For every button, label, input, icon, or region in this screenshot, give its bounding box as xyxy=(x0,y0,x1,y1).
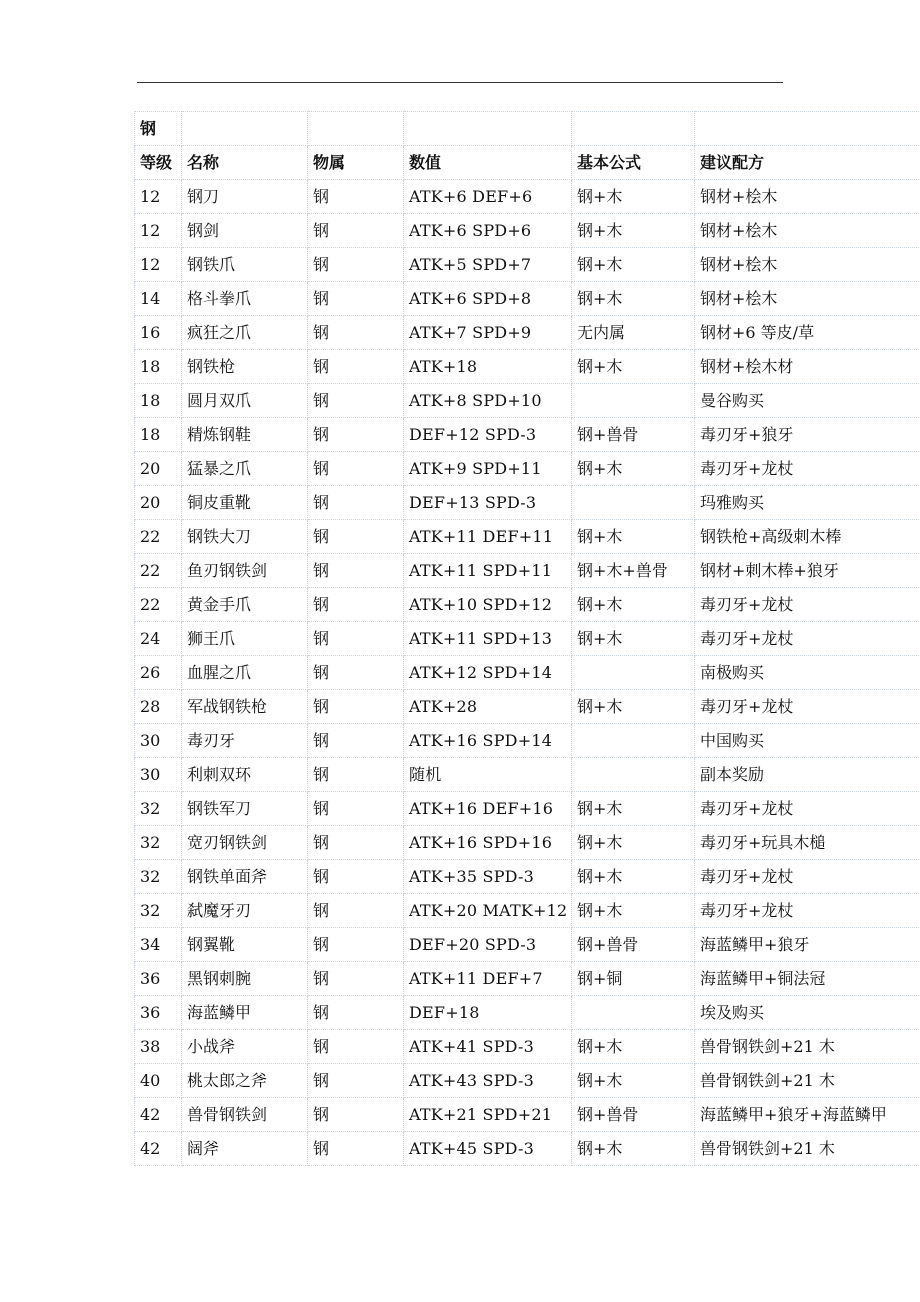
recipe-cell: 毒刃牙+玩具木槌 xyxy=(695,826,920,860)
element-cell: 钢 xyxy=(308,860,404,894)
stats-cell: ATK+16 SPD+16 xyxy=(404,826,572,860)
level-cell: 28 xyxy=(135,690,182,724)
level-cell: 18 xyxy=(135,350,182,384)
element-cell: 钢 xyxy=(308,588,404,622)
level-cell: 32 xyxy=(135,894,182,928)
header-rule xyxy=(137,82,783,83)
name-cell: 疯狂之爪 xyxy=(182,316,308,350)
formula-cell: 钢+兽骨 xyxy=(572,928,695,962)
table-row xyxy=(135,418,920,452)
formula-cell: 钢+木 xyxy=(572,1030,695,1064)
name-cell: 海蓝鳞甲 xyxy=(182,996,308,1030)
recipe-cell: 毒刃牙+狼牙 xyxy=(695,418,920,452)
level-cell: 30 xyxy=(135,758,182,792)
table-row xyxy=(135,452,920,486)
level-cell: 32 xyxy=(135,792,182,826)
stats-cell: ATK+10 SPD+12 xyxy=(404,588,572,622)
level-cell: 16 xyxy=(135,316,182,350)
level-cell: 24 xyxy=(135,622,182,656)
formula-cell: 钢+木 xyxy=(572,520,695,554)
stats-cell: ATK+20 MATK+12 xyxy=(404,894,572,928)
element-cell: 钢 xyxy=(308,826,404,860)
name-cell: 精炼钢鞋 xyxy=(182,418,308,452)
recipe-cell: 兽骨钢铁剑+21 木 xyxy=(695,1132,920,1166)
table-row xyxy=(135,214,920,248)
name-cell: 宽刃钢铁剑 xyxy=(182,826,308,860)
stats-cell: ATK+41 SPD-3 xyxy=(404,1030,572,1064)
element-cell: 钢 xyxy=(308,248,404,282)
name-cell: 黄金手爪 xyxy=(182,588,308,622)
element-cell: 钢 xyxy=(308,792,404,826)
name-cell: 鱼刃钢铁剑 xyxy=(182,554,308,588)
header-row xyxy=(135,146,920,180)
level-cell: 18 xyxy=(135,418,182,452)
table-row xyxy=(135,690,920,724)
table-row xyxy=(135,622,920,656)
recipe-cell: 南极购买 xyxy=(695,656,920,690)
level-cell: 36 xyxy=(135,962,182,996)
table-row xyxy=(135,520,920,554)
table-row xyxy=(135,282,920,316)
recipe-cell: 钢材+桧木 xyxy=(695,248,920,282)
element-cell: 钢 xyxy=(308,282,404,316)
name-cell: 钢刀 xyxy=(182,180,308,214)
stats-cell: DEF+18 xyxy=(404,996,572,1030)
stats-cell: ATK+21 SPD+21 xyxy=(404,1098,572,1132)
name-cell: 钢铁军刀 xyxy=(182,792,308,826)
recipe-cell: 钢材+桧木材 xyxy=(695,350,920,384)
formula-cell xyxy=(572,724,695,758)
formula-cell: 钢+木 xyxy=(572,248,695,282)
table-row xyxy=(135,894,920,928)
name-cell: 弑魔牙刃 xyxy=(182,894,308,928)
level-cell: 12 xyxy=(135,214,182,248)
name-cell: 圆月双爪 xyxy=(182,384,308,418)
recipe-cell: 中国购买 xyxy=(695,724,920,758)
stats-cell: ATK+6 SPD+8 xyxy=(404,282,572,316)
formula-cell: 钢+木 xyxy=(572,1132,695,1166)
level-cell: 18 xyxy=(135,384,182,418)
stats-cell: ATK+45 SPD-3 xyxy=(404,1132,572,1166)
element-cell: 钢 xyxy=(308,656,404,690)
stats-cell: ATK+28 xyxy=(404,690,572,724)
element-cell: 钢 xyxy=(308,1064,404,1098)
element-cell: 钢 xyxy=(308,214,404,248)
recipe-cell: 埃及购买 xyxy=(695,996,920,1030)
column-header-element: 物属 xyxy=(308,146,404,180)
formula-cell: 钢+木 xyxy=(572,690,695,724)
formula-cell xyxy=(572,384,695,418)
element-cell: 钢 xyxy=(308,622,404,656)
stats-cell: ATK+7 SPD+9 xyxy=(404,316,572,350)
level-cell: 12 xyxy=(135,180,182,214)
name-cell: 格斗拳爪 xyxy=(182,282,308,316)
table-row xyxy=(135,996,920,1030)
table-row xyxy=(135,792,920,826)
recipe-cell: 钢材+桧木 xyxy=(695,282,920,316)
element-cell: 钢 xyxy=(308,690,404,724)
name-cell: 利刺双环 xyxy=(182,758,308,792)
level-cell: 20 xyxy=(135,486,182,520)
name-cell: 桃太郎之斧 xyxy=(182,1064,308,1098)
element-cell: 钢 xyxy=(308,384,404,418)
formula-cell: 钢+木 xyxy=(572,282,695,316)
name-cell: 铜皮重靴 xyxy=(182,486,308,520)
element-cell: 钢 xyxy=(308,554,404,588)
formula-cell: 钢+木+兽骨 xyxy=(572,554,695,588)
formula-cell: 钢+木 xyxy=(572,452,695,486)
table-row xyxy=(135,554,920,588)
level-cell: 34 xyxy=(135,928,182,962)
table-row xyxy=(135,758,920,792)
element-cell: 钢 xyxy=(308,520,404,554)
level-cell: 32 xyxy=(135,826,182,860)
stats-cell: ATK+11 SPD+13 xyxy=(404,622,572,656)
element-cell: 钢 xyxy=(308,758,404,792)
table-row xyxy=(135,350,920,384)
stats-cell: ATK+9 SPD+11 xyxy=(404,452,572,486)
formula-cell: 钢+木 xyxy=(572,622,695,656)
level-cell: 42 xyxy=(135,1098,182,1132)
table-row xyxy=(135,860,920,894)
level-cell: 22 xyxy=(135,588,182,622)
equipment-table xyxy=(134,111,920,1166)
name-cell: 小战斧 xyxy=(182,1030,308,1064)
stats-cell: ATK+35 SPD-3 xyxy=(404,860,572,894)
formula-cell: 钢+木 xyxy=(572,860,695,894)
formula-cell: 钢+木 xyxy=(572,1064,695,1098)
stats-cell: ATK+6 DEF+6 xyxy=(404,180,572,214)
element-cell: 钢 xyxy=(308,1098,404,1132)
formula-cell: 钢+木 xyxy=(572,792,695,826)
column-header-name: 名称 xyxy=(182,146,308,180)
name-cell: 阔斧 xyxy=(182,1132,308,1166)
element-cell: 钢 xyxy=(308,350,404,384)
name-cell: 黑钢刺腕 xyxy=(182,962,308,996)
element-cell: 钢 xyxy=(308,1132,404,1166)
formula-cell xyxy=(572,758,695,792)
stats-cell: DEF+13 SPD-3 xyxy=(404,486,572,520)
element-cell: 钢 xyxy=(308,962,404,996)
level-cell: 32 xyxy=(135,860,182,894)
element-cell: 钢 xyxy=(308,418,404,452)
level-cell: 26 xyxy=(135,656,182,690)
level-cell: 22 xyxy=(135,554,182,588)
recipe-cell: 海蓝鳞甲+狼牙 xyxy=(695,928,920,962)
recipe-cell: 毒刃牙+龙杖 xyxy=(695,690,920,724)
recipe-cell: 毒刃牙+龙杖 xyxy=(695,622,920,656)
element-cell: 钢 xyxy=(308,928,404,962)
formula-cell: 钢+木 xyxy=(572,826,695,860)
name-cell: 猛暴之爪 xyxy=(182,452,308,486)
formula-cell: 钢+木 xyxy=(572,350,695,384)
stats-cell: DEF+12 SPD-3 xyxy=(404,418,572,452)
stats-cell: ATK+11 DEF+11 xyxy=(404,520,572,554)
table-row xyxy=(135,1030,920,1064)
section-title: 钢 xyxy=(135,112,182,146)
level-cell: 38 xyxy=(135,1030,182,1064)
column-header-stats: 数值 xyxy=(404,146,572,180)
level-cell: 20 xyxy=(135,452,182,486)
level-cell: 22 xyxy=(135,520,182,554)
recipe-cell: 钢材+桧木 xyxy=(695,214,920,248)
element-cell: 钢 xyxy=(308,316,404,350)
stats-cell: ATK+16 DEF+16 xyxy=(404,792,572,826)
recipe-cell: 毒刃牙+龙杖 xyxy=(695,894,920,928)
table-row xyxy=(135,962,920,996)
recipe-cell: 毒刃牙+龙杖 xyxy=(695,588,920,622)
formula-cell xyxy=(572,656,695,690)
name-cell: 钢铁枪 xyxy=(182,350,308,384)
recipe-cell: 兽骨钢铁剑+21 木 xyxy=(695,1030,920,1064)
element-cell: 钢 xyxy=(308,452,404,486)
formula-cell xyxy=(572,996,695,1030)
table-row xyxy=(135,724,920,758)
section-title-row xyxy=(135,112,920,146)
formula-cell: 钢+兽骨 xyxy=(572,1098,695,1132)
table-row xyxy=(135,384,920,418)
stats-cell: 随机 xyxy=(404,758,572,792)
stats-cell: ATK+8 SPD+10 xyxy=(404,384,572,418)
recipe-cell: 钢铁枪+高级刺木棒 xyxy=(695,520,920,554)
element-cell: 钢 xyxy=(308,724,404,758)
column-header-formula: 基本公式 xyxy=(572,146,695,180)
element-cell: 钢 xyxy=(308,486,404,520)
recipe-cell: 钢材+6 等皮/草 xyxy=(695,316,920,350)
recipe-cell: 曼谷购买 xyxy=(695,384,920,418)
name-cell: 钢铁大刀 xyxy=(182,520,308,554)
recipe-cell: 兽骨钢铁剑+21 木 xyxy=(695,1064,920,1098)
name-cell: 钢剑 xyxy=(182,214,308,248)
name-cell: 钢铁单面斧 xyxy=(182,860,308,894)
table-row xyxy=(135,1064,920,1098)
table-row xyxy=(135,1132,920,1166)
name-cell: 军战钢铁枪 xyxy=(182,690,308,724)
table-row xyxy=(135,180,920,214)
table-row xyxy=(135,588,920,622)
table-row xyxy=(135,928,920,962)
formula-cell: 无内属 xyxy=(572,316,695,350)
formula-cell: 钢+木 xyxy=(572,180,695,214)
formula-cell: 钢+兽骨 xyxy=(572,418,695,452)
formula-cell: 钢+木 xyxy=(572,894,695,928)
level-cell: 42 xyxy=(135,1132,182,1166)
recipe-cell: 玛雅购买 xyxy=(695,486,920,520)
element-cell: 钢 xyxy=(308,1030,404,1064)
recipe-cell: 毒刃牙+龙杖 xyxy=(695,860,920,894)
stats-cell: ATK+11 DEF+7 xyxy=(404,962,572,996)
stats-cell: ATK+6 SPD+6 xyxy=(404,214,572,248)
recipe-cell: 海蓝鳞甲+铜法冠 xyxy=(695,962,920,996)
stats-cell: ATK+12 SPD+14 xyxy=(404,656,572,690)
name-cell: 兽骨钢铁剑 xyxy=(182,1098,308,1132)
element-cell: 钢 xyxy=(308,180,404,214)
table-row xyxy=(135,316,920,350)
recipe-cell: 钢材+桧木 xyxy=(695,180,920,214)
stats-cell: ATK+5 SPD+7 xyxy=(404,248,572,282)
recipe-cell: 海蓝鳞甲+狼牙+海蓝鳞甲 xyxy=(695,1098,920,1132)
level-cell: 12 xyxy=(135,248,182,282)
recipe-cell: 毒刃牙+龙杖 xyxy=(695,452,920,486)
level-cell: 30 xyxy=(135,724,182,758)
column-header-level: 等级 xyxy=(135,146,182,180)
recipe-cell: 钢材+刺木棒+狼牙 xyxy=(695,554,920,588)
table-row xyxy=(135,248,920,282)
element-cell: 钢 xyxy=(308,996,404,1030)
name-cell: 狮王爪 xyxy=(182,622,308,656)
table-row xyxy=(135,486,920,520)
stats-cell: ATK+18 xyxy=(404,350,572,384)
level-cell: 14 xyxy=(135,282,182,316)
table-row xyxy=(135,656,920,690)
table-row xyxy=(135,826,920,860)
table-row xyxy=(135,1098,920,1132)
name-cell: 钢翼靴 xyxy=(182,928,308,962)
name-cell: 血腥之爪 xyxy=(182,656,308,690)
stats-cell: ATK+43 SPD-3 xyxy=(404,1064,572,1098)
element-cell: 钢 xyxy=(308,894,404,928)
recipe-cell: 毒刃牙+龙杖 xyxy=(695,792,920,826)
level-cell: 40 xyxy=(135,1064,182,1098)
formula-cell: 钢+木 xyxy=(572,588,695,622)
formula-cell xyxy=(572,486,695,520)
level-cell: 36 xyxy=(135,996,182,1030)
name-cell: 钢铁爪 xyxy=(182,248,308,282)
stats-cell: ATK+11 SPD+11 xyxy=(404,554,572,588)
stats-cell: ATK+16 SPD+14 xyxy=(404,724,572,758)
name-cell: 毒刃牙 xyxy=(182,724,308,758)
column-header-recipe: 建议配方 xyxy=(695,146,920,180)
recipe-cell: 副本奖励 xyxy=(695,758,920,792)
formula-cell: 钢+铜 xyxy=(572,962,695,996)
formula-cell: 钢+木 xyxy=(572,214,695,248)
stats-cell: DEF+20 SPD-3 xyxy=(404,928,572,962)
